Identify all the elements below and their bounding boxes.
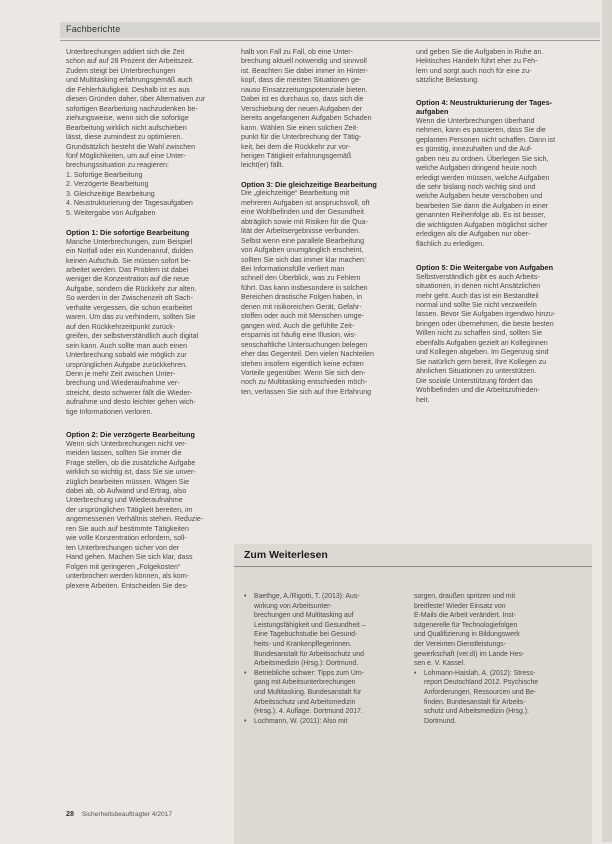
header-bar (60, 22, 600, 38)
reference-item (244, 717, 407, 727)
further-reading-title: Zum Weiterlesen (244, 549, 328, 561)
bullet-icon: • (244, 593, 247, 600)
header-divider (60, 40, 600, 41)
option5-heading: Option 5: Die Weitergabe von Aufgaben (416, 263, 554, 273)
column-1 (66, 48, 231, 591)
page-footer (66, 809, 172, 818)
references-left (244, 592, 407, 726)
column-2-intro: halb von Fall zu Fall, ob eine Unter- brechung aktuell notwendig und sinnvoll ist. Beachten Sie dabei immer im Hinter- kopf, dass die meisten Situationen ge- nauso Einsatzzeitungspotenziale bieten. Dabei ist es durchaus so, dass sich die Verschiebung der neuen Aufgaben der bereits angefangenen Aufgaben Schaden kann. Wählen Sie einen solchen Zeit- punkt für die Unterbrechung der Tätig- keit, bei dem die Rückkehr zur vor- herigen Tätigkeit erfahrungsgemäß leicht(er) fällt. (241, 48, 372, 170)
reference-text: Lochmann, W. (2011): Also mit (254, 717, 348, 725)
option4-heading: Option 4: Neustrukturierung der Tages- aufgaben (416, 97, 553, 117)
section-label: Fachberichte (66, 24, 121, 34)
references-right (414, 592, 580, 726)
reference-item (244, 669, 407, 717)
page-number: 28 (66, 809, 74, 818)
reference-text: Lohmann-Haislah, A. (2012): Stress- report Deutschland 2012. Psychische Anforderungen, Ressourcen und Be- finden. Bundesanstalt für Arbeits- schutz und Arbeitsmedizin (Hrsg.): Dortmund. (424, 669, 539, 725)
reference-text: sorgen, draußen spritzen und mit breitfeste! Wieder Einsatz von E-Mails die Arbeit verändert. Inst- tutgenerelle für Technologiefolgen und Qualifizierung in Bildungswerk der Vereinten Dienstleistungs- gewerkschaft (ver.di) im Lande Hes- sen e. V. Kassel. (414, 593, 525, 668)
column-2 (241, 48, 406, 397)
option3-heading: Option 3: Die gleichzeitige Bearbeitung (241, 179, 377, 189)
reference-text: Baethge, A./Rigotti, T. (2013): Aus- wirkung von Arbeitsunter- brechungen und Multitasking auf Leistungsfähigkeit und Gesundheit – Eine Tagebuchstudie bei Gesund- heits- und Krankenpflegerinnen. Bundesanstalt für Arbeitsschutz und Arbeitsmedizin (Hrsg.): Dortmund. (254, 593, 366, 668)
bullet-icon: • (244, 717, 247, 725)
column-3 (416, 48, 581, 405)
column-1-intro: Unterbrechungen addiert sich die Zeit schon auf auf 28 Prozent der Arbeitszeit. Zudem steigt bei Unterbrechungen und Multitasking erfahrungsgemäß auch die Fehlerhäufigkeit. Deshalb ist es aus diesen Gründen daher, über Alternativen zur sofortigen Bearbeitung nachzudenken be- ziehungsweise, wenn sich die sofortige Bearbeitung wirklich nicht aufschieben lässt, diese zumindest zu optimieren. Grundsätzlich besteht die Wahl zwischen fünf Möglichkeiten, um auf eine Unter- brechungssituation zu reagieren: (66, 48, 206, 170)
reference-item (244, 592, 407, 669)
option1-heading: Option 1: Die sofortige Bearbeitung (66, 228, 190, 238)
bullet-icon: • (244, 669, 247, 677)
page-edge (602, 0, 612, 842)
option1-text: Manche Unterbrechungen, zum Beispiel ein Notfall oder ein Kundenanruf, dulden keinen Aufschub. Sie müssen sofort be- arbeitet werden. Das Problem ist dabei weniger die Konzentration auf die neue Aufgabe, sondern die Rückkehr zur alten. So werden in der Zwischenzeit oft Sach- verhalte vergessen, die schon erarbeitet waren. Um das zu verhindern, sollten Sie auf den Rückkehrzeitpunkt zurück- greifen, der selbstverständlich auch digital sein kann. Auch sollte man auch einen Unterbrechung sobald wie möglich zur ursprünglichen Aufgabe zurückkehren. Denn je mehr Zeit zwischen Unter- brechung und Wiederaufnahme ver- streicht, desto schwerer fällt die Wieder- aufnahme und desto leichter gehen wich- tige Informationen verloren. (66, 237, 199, 416)
bullet-icon: • (414, 669, 417, 677)
option2-heading: Option 2: Die verzögerte Bearbeitung (66, 430, 195, 440)
reference-item (414, 592, 580, 669)
option5-text: Selbstverständlich gibt es auch Arbeits- situationen, in denen nicht Ansätzlichen mehr geht. Auch das ist ein Bestandteil normal und sollte Sie nicht verzweifeln lassen. Bevor Sie Aufgaben irgendwo hinzu- bringen oder übernehmen, die beste besten Willen nicht zu schaffen sind, sollten Sie ebenfalls Aufgaben gezielt an Kolleginnen und Kollegen abgeben. Im Gegenzug sind Sie natürlich gern bereit, Ihre Kollegen zu ähnlichen Situationen zu unterstützen. Die soziale Unterstützung fördert das Wohlbefinden und die Arbeitszufrieden- heit. (416, 272, 556, 404)
option2-text: Wenn sich Unterbrechungen nicht ver- meiden lassen, sollten Sie immer die Frage stellen, ob die zusätzliche Aufgabe wirklich so wichtig ist, dass Sie sie unver- züglich bearbeiten müssen. Wägen Sie dabei ab, ob Aufwand und Ertrag, also Unterbrechung und Wiederaufnahme der ursprünglichen Tätigkeit bereiten, im angemessenen Verhältnis stehen. Reduzie- ren Sie auch auf bestimmte Tätigkeiten wie volle Konzentration erfordern, soll- ten Unterbrechungen sicher von der Hand gehen. Machen Sie sich klar, dass Folgen mit geringeren „Folgekosten“ unterbrochen werden können, als kom- plexere Arbeiten. Entscheiden Sie des- (66, 439, 204, 590)
further-reading-divider (234, 566, 592, 567)
option4-text: Wenn die Unterbrechungen überhand nehmen, kann es passieren, dass Sie die geplanten Personen nicht schaffen. Dann ist es günstig, innezuhalten und die Auf- gaben neu zu ordnen. Überlegen Sie sich, welche Aufgaben dringend heute noch erledigt werden müssen, welche Aufgaben die sehr bislang noch wichtig sind und welche Aufgaben heute verschoben und bearbeiten Sie dann die Aufgaben in einer genannten Reihenfolge ab. Es ist besser, die wichtigsten Aufgaben möglichst sicher erledigen als die Aufgaben nur ober- flächlich zu erledigen. (416, 116, 556, 248)
option3-text: Die „gleichzeitige“ Bearbeitung mit mehreren Aufgaben ist anspruchsvoll, oft eine Wohlbefinden und der Gesundheit abträglich sowie mit Risiken für die Qua- lität der Arbeitsergebnisse verbunden. Selbst wenn eine parallele Bearbeitung von Aufgaben unumgänglich erscheint, sollten Sie sich das immer klar machen: Bei Informationsfülle verliert man schnell den Überblick, was zu Fehlern führt. Das kann insbesondere in solchen Bereichen drastische Folgen haben, in denen mit risikoreichen Gerät, Gefahr- stoffen oder auch mit Menschen umge- gangen wird. Auch die gefühlte Zeit- ersparnis ist häufig eine Illusion, wis- senschaftliche Untersuchungen belegen eher das Gegenteil. Den vielen Nachteilen stehen insofern eigentlich keine echten Vorteile gegenüber. Wenn Sie sich den- noch zu Multitasking entschieden möch- ten, verlassen Sie sich auf Ihre Erfahrung (241, 189, 374, 396)
column-3-intro: und geben Sie die Aufgaben in Ruhe an. Hektisches Handeln führt eher zu Feh- lern und sorgt auch noch für eine zu- sätzliche Belastung. (416, 48, 544, 85)
reference-text: Betriebliche schwer: Tipps zum Um- gang mit Arbeitsunterbrechungen und Multitasking. Bundesanstalt für Arbeitsschutz und Arbeitsmedizin (Hrsg.). 4. Auflage. Dortmund 2017. (254, 669, 364, 716)
reference-item (414, 669, 580, 727)
journal-name: Sicherheitsbeauftragter 4/2017 (81, 811, 173, 818)
options-list: 1. Sofortige Bearbeitung 2. Verzögerte Bearbeitung 3. Gleichzeitige Bearbeitung 4. Neustrukturierung der Tagesaufgaben 5. Weitergabe von Aufgaben (66, 170, 193, 217)
